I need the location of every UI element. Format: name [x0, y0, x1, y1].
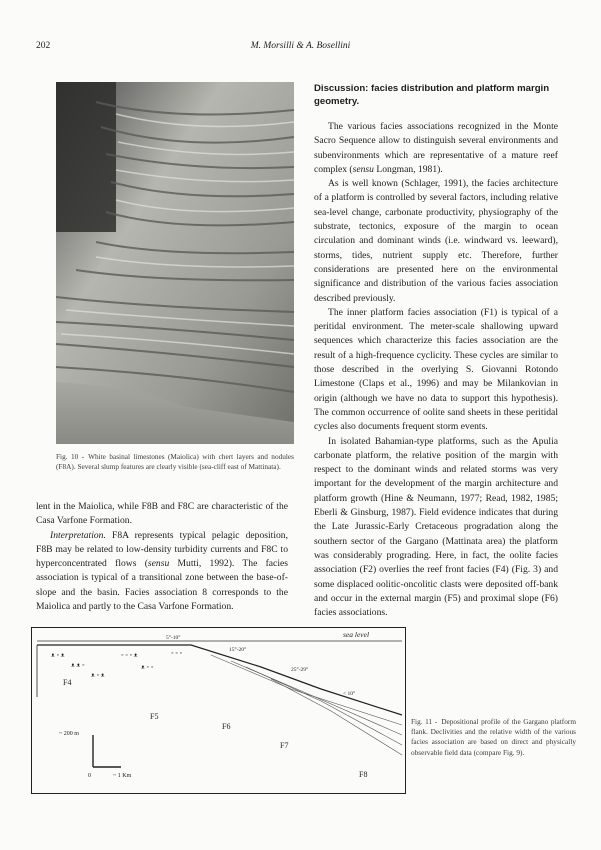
facies-symbols — [51, 649, 182, 679]
angle-label-2: 15°-20° — [229, 647, 247, 653]
fig10-label: Fig. 10 - — [56, 452, 85, 461]
right-paragraph-2: As is well known (Schlager, 1991), the facies architecture of a platform is controlled by several factors, including relative sea-level change, carbonate productivity, physiography of the substrate, tectonics, exposure of the margin to ocean circulation and dominant winds (i.e. windward vs. leeward), storms, tides, nutrient supply etc. Therefore, further considerations are presented here on the environmental significance and distribution of the various facies association described previously. — [314, 178, 558, 304]
fig10-caption-text: White basinal limestones (Maiolica) with chert layers and nodules (F8A). Several slump features are clearly visible (sea-cliff east of Mattinata). — [56, 452, 295, 471]
facies-label-f8: F8 — [359, 770, 368, 779]
limestone-cliff-photo — [56, 82, 294, 444]
interpretation-text: F8A represents typical pelagic deposition, F8B may be related to low-density turbidity currents and F8C to hyperconcentrated flows ( — [36, 529, 288, 570]
fig11-caption — [411, 717, 576, 758]
fig11-caption-text: Depositional profile of the Gargano platform flank. Declivities and the relative width of the various facies association are based on direct and physically observable field data (compare Fig. 9). — [411, 717, 576, 757]
svg-text:ᴥ ◦ ᴥ: ᴥ ◦ ᴥ — [91, 671, 105, 679]
facies-label-f5: F5 — [150, 712, 159, 721]
svg-text:ᴥ ◦ ᴥ: ᴥ ◦ ᴥ — [51, 651, 65, 659]
horizontal-scale-label: ~ 1 Km — [113, 773, 132, 779]
profile-surface — [37, 645, 402, 715]
sea-level-label: sea level — [343, 630, 370, 639]
left-paragraph-2 — [36, 529, 288, 615]
section-heading: Discussion: facies distribution and platform margin geometry. — [314, 83, 550, 107]
p1-text: The various facies associations recognized in the Monte Sacro Sequence allow to distinguish several environments and subenvironments which are representative of a mature reef complex ( — [314, 121, 558, 175]
right-paragraph-3: The inner platform facies association (F1) is typical of a peritidal environment. The meter-scale shallowing upward sequences which characterize this facies association are the result of a high-frequence cyclicity. These cycles are similar to those described in the overlying S. Giovanni Rotondo Limestone (Claps et al., 1996) and may be Milankovian in origin (although we have no data to support this hypothesis). The common occurrence of oolite sand sheets in these peritidal cycles also documents frequent storm events. — [314, 306, 558, 433]
right-paragraph-1 — [314, 120, 558, 177]
fig11-frame — [32, 628, 406, 794]
angle-label-1: 5°-10° — [166, 635, 181, 641]
right-paragraph-4: In isolated Bahamian-type platforms, such as the Apulia carbonate platform, the relative position of the margin with respect to the dominant winds and related storms was very important for the development of the margin architecture and platform growth (Hine & Neumann, 1977; Read, 1982, 1985; Eberli & Ginsburg, 1987). Field evidence indicates that during the Late Jurassic-Early Cretaceous progradation along the southern sector of the Gargano (Mattinata area) the platform was considerably prograding. Here, in fact, the oolite facies association (F2) overlies the reef front facies (F4) (Fig. 3) and some displaced oolitic-oncolitic clasts were deposited off-bank and occur in the external margin (F5) and proximal slope (F6) facies associations. — [314, 435, 558, 619]
left-column — [36, 500, 288, 614]
facies-label-f6: F6 — [222, 722, 231, 731]
facies-label-f7: F7 — [280, 741, 289, 750]
fig10-photo — [56, 82, 294, 444]
svg-text:◦ ◦ ◦: ◦ ◦ ◦ — [171, 649, 182, 657]
sensu-italic: sensu — [147, 558, 170, 570]
svg-text:ᴥ ◦ ◦: ᴥ ◦ ◦ — [141, 663, 154, 671]
interpretation-label: Interpretation. — [50, 529, 106, 541]
interpretation-text-end: Mutti, 1992). The facies association is typical of a transitional zone between the base-of-slope and the basin. Facies association 8 corresponds to the Maiolica and partly to the Casa Varfone Formation. — [36, 558, 288, 613]
scale-zero-label: 0 — [88, 773, 91, 779]
facies-label-f4: F4 — [63, 678, 72, 687]
sensu-italic: sensu — [352, 163, 374, 175]
fig11-profile-diagram — [31, 627, 406, 794]
vertical-scale-label: ~ 200 m — [59, 731, 79, 737]
left-paragraph-1: lent in the Maiolica, while F8B and F8C are characteristic of the Casa Varfone Formation. — [36, 501, 288, 527]
svg-text:ᴥ ᴥ ◦: ᴥ ᴥ ◦ — [71, 661, 85, 669]
right-column — [314, 82, 558, 620]
angle-label-3: 25°-29° — [291, 667, 309, 673]
running-header-authors: M. Morsilli & A. Bosellini — [250, 41, 351, 51]
fig10-caption — [56, 452, 294, 472]
angle-label-4: < 10° — [343, 691, 356, 697]
page-number: 202 — [36, 41, 51, 51]
fig11-label: Fig. 11 - — [411, 717, 438, 726]
p1-text-end: Longman, 1981). — [373, 163, 443, 175]
svg-text:◦ ◦ ◦ ᴥ: ◦ ◦ ◦ ᴥ — [121, 651, 138, 659]
